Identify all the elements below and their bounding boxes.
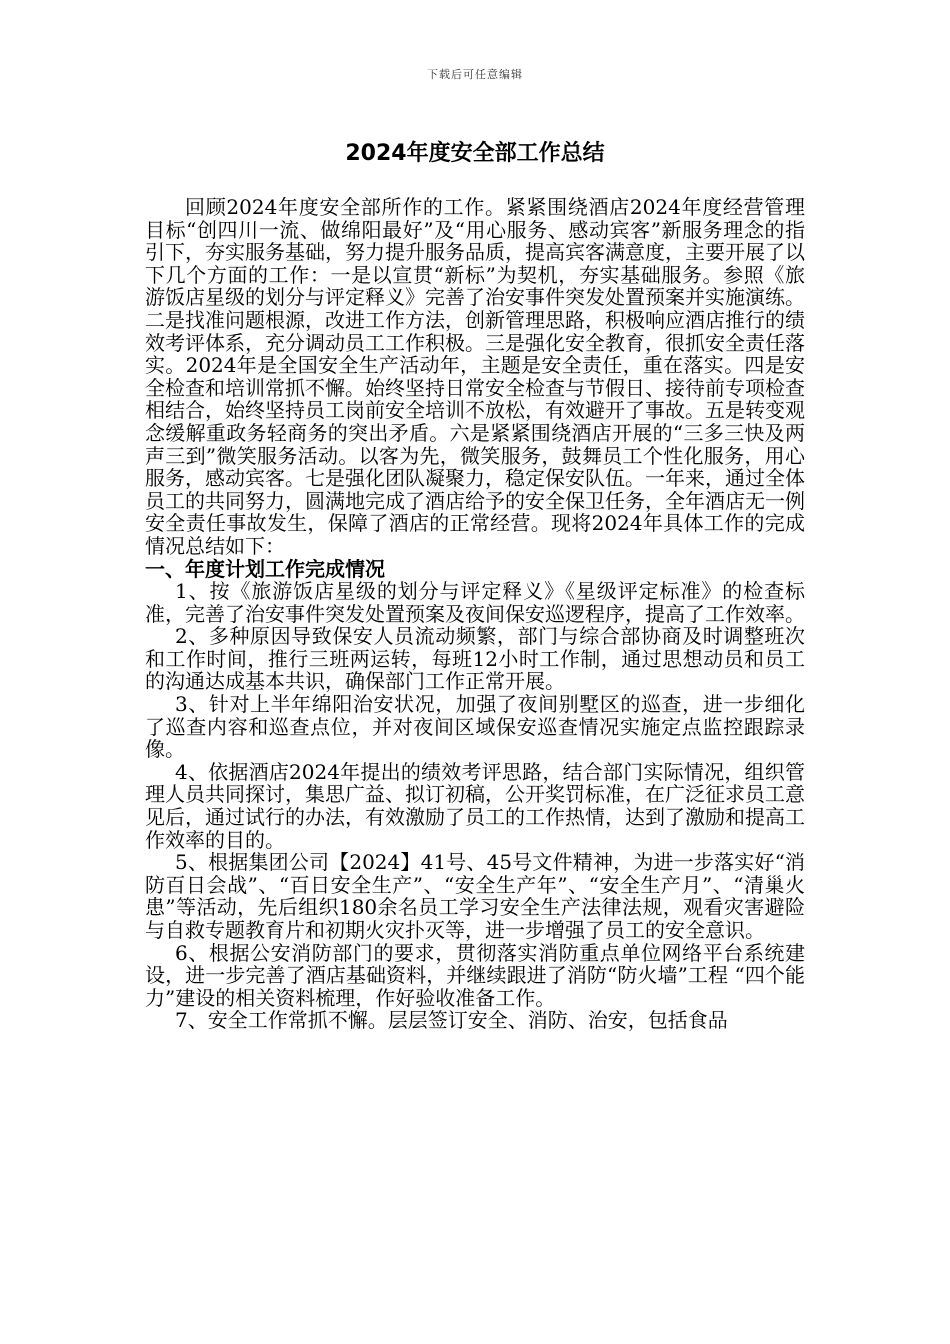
list-item-1: 1、按《旅游饭店星级的划分与评定释义》《星级评定标准》的检查标准，完善了治安事件突发处置预案及夜间保安巡逻程序，提高了工作效率。: [145, 579, 805, 626]
intro-paragraph: 回顾2024年度安全部所作的工作。紧紧围绕酒店2024年度经营管理目标“创四川一流、做绵阳最好”及“用心服务、感动宾客”新服务理念的指引下，夯实服务基础，努力提升服务品质，提高宾客满意度，主要开展了以下几个方面的工作：一是以宣贯“新标”为契机，夯实基础服务。参照《旅游饭店星级的划分与评定释义》完善了治安事件突发处置预案并实施演练。二是找准问题根源，改进工作方法，创新管理思路，积极响应酒店推行的绩效考评体系，充分调动员工工作积极。三是强化安全教育，很抓安全责任落实。2024年是全国安全生产活动年，主题是安全责任，重在落实。四是安全检查和培训常抓不懈。始终坚持日常安全检查与节假日、接待前专项检查相结合，始终坚持员工岗前安全培训不放松，有效避开了事故。五是转变观念缓解重政务轻商务的突出矛盾。六是紧紧围绕酒店开展的“三多三快及两声三到”微笑服务活动。以客为先，微笑服务，鼓舞员工个性化服务，用心服务，感动宾客。七是强化团队凝聚力，稳定保安队伍。一年来，通过全体员工的共同努力，圆满地完成了酒店给予的安全保卫任务，全年酒店无一例安全责任事故发生，保障了酒店的正常经营。现将2024年具体工作的完成情况总结如下：: [145, 195, 805, 558]
list-item-2: 2、多种原因导致保安人员流动频繁，部门与综合部协商及时调整班次和工作时间，推行三班两运转，每班12小时工作制，通过思想动员和员工的沟通达成基本共识，确保部门工作正常开展。: [145, 624, 805, 694]
list-item-3: 3、针对上半年绵阳治安状况，加强了夜间别墅区的巡查，进一步细化了巡查内容和巡查点位，并对夜间区域保安巡查情况实施定点监控跟踪录像。: [145, 692, 805, 762]
document-body: [145, 196, 805, 1032]
list-item-5: 5、根据集团公司【2024】41号、45号文件精神，为进一步落实好“消防百日会战”、“百日安全生产”、“安全生产年”、“安全生产月”、“清巢火患”等活动，先后组织180余名员工学习安全生产法律法规，观看灾害避险与自救专题教育片和初期火灾扑灭等，进一步增强了员工的安全意识。: [145, 850, 805, 942]
list-item-4: 4、依据酒店2024年提出的绩效考评思路，结合部门实际情况，组织管理人员共同探讨，集思广益、拟订初稿，公开奖罚标准，在广泛征求员工意见后，通过试行的办法，有效激励了员工的工作热情，达到了激励和提高工作效率的目的。: [145, 759, 805, 852]
list-item-6: 6、根据公安消防部门的要求，贯彻落实消防重点单位网络平台系统建设，进一步完善了酒店基础资料，并继续跟进了消防“防火墙”工程 “四个能力”建设的相关资料梳理，作好验收准备工作。: [145, 940, 805, 1010]
list-item-7: 7、安全工作常抓不懈。层层签订安全、消防、治安，包括食品: [175, 1008, 728, 1033]
section-heading: 一、年度计划工作完成情况: [145, 556, 385, 581]
header-note: 下载后可任意编辑: [427, 68, 523, 81]
document-title: 2024年度安全部工作总结: [345, 141, 605, 166]
